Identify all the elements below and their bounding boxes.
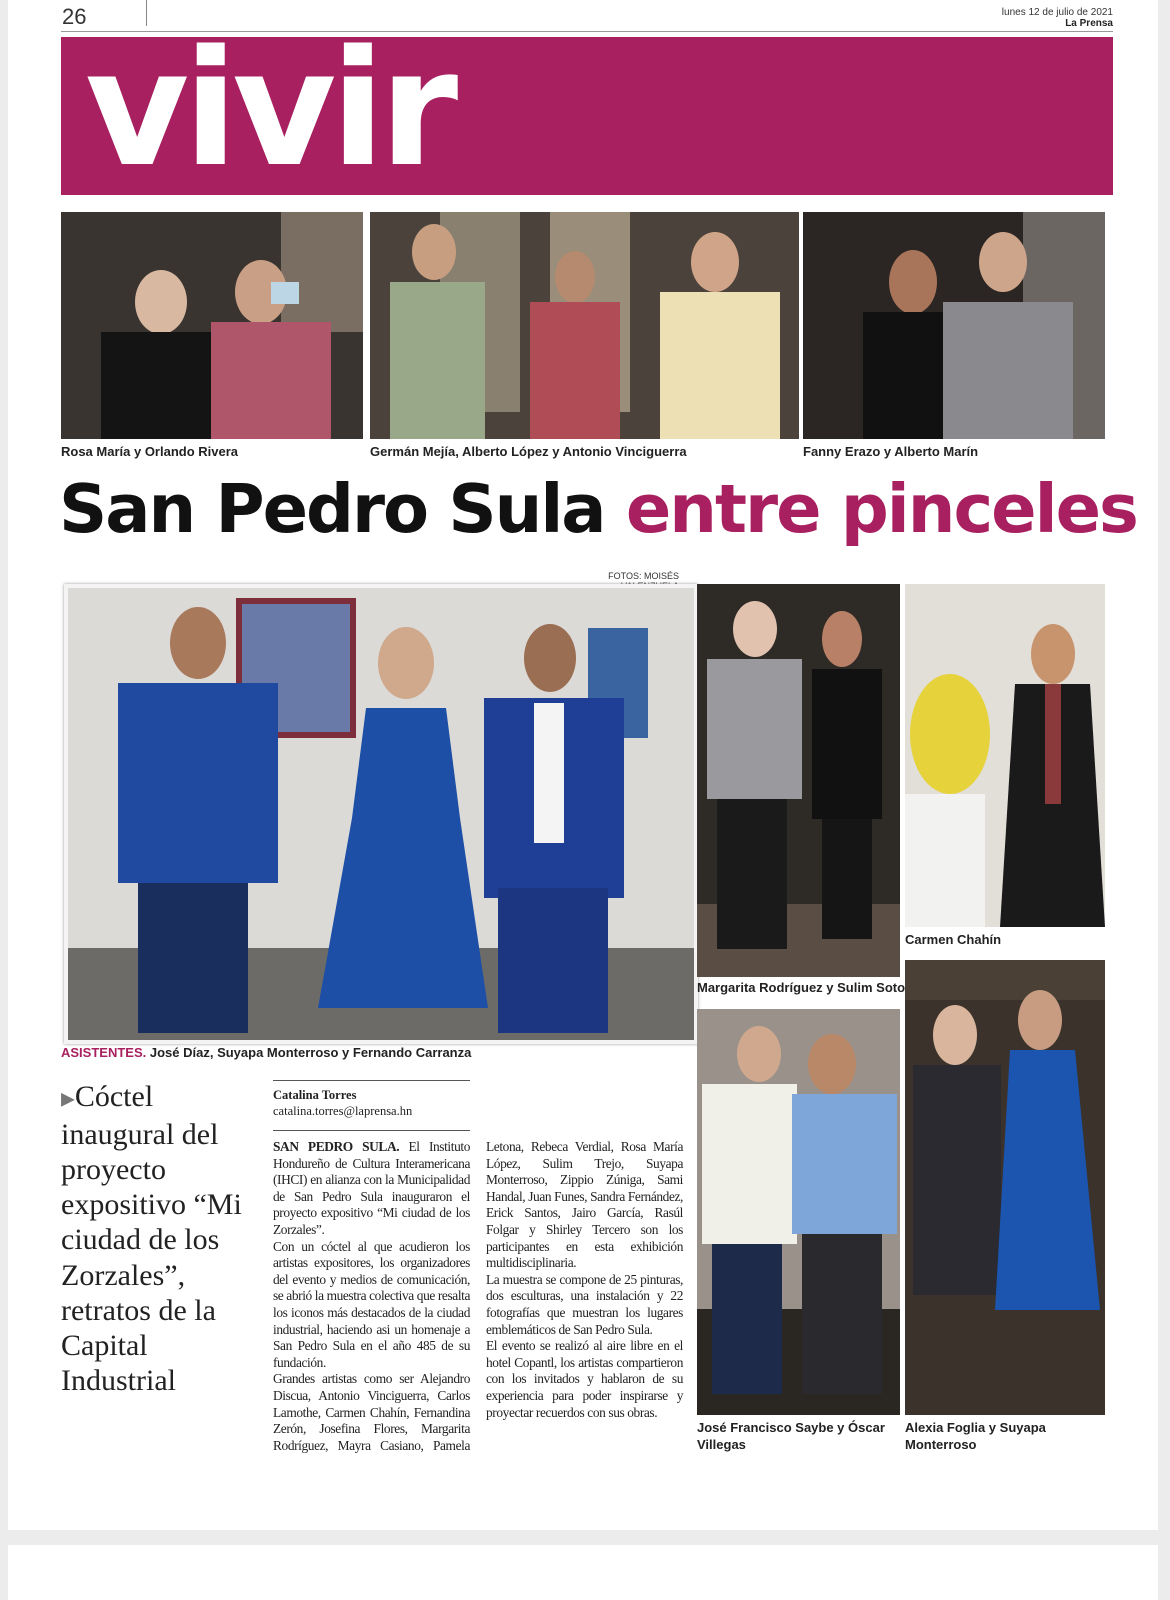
newspaper-page [8, 0, 1158, 1530]
main-caption-label: ASISTENTES. [61, 1045, 147, 1060]
photo-rosa-orlando [61, 212, 363, 439]
photo-carmen [905, 584, 1105, 927]
headline [59, 463, 1137, 555]
main-photo-asistentes [64, 584, 698, 1044]
article-body [273, 1139, 683, 1457]
photo-fanny-alberto [803, 212, 1105, 439]
headline-part1: San Pedro Sula [59, 470, 605, 548]
issue-date: lunes 12 de julio de 2021 [1001, 7, 1113, 18]
subhead [61, 1079, 261, 1398]
article-dateline: SAN PEDRO SULA. [273, 1139, 400, 1154]
article-paragraph: Grandes artistas como ser Alejandro Discua, Antonio Vinciguerra, Carlos Lamothe, Carmen Chahín, Fernandina Zerón, Josefina Flores, Margarita Rodríguez, Mayra Casiano, Pamela Letona, Rebeca Verdial, Rosa María López, Sulim Trejo, Suyapa Monterroso, Zippio Zúniga, Sami Handal, Juan Funes, Sandra Fernández, Erick Santos, Jairo García, Rasúl Folgar y Shirley Tercero son los participantes en esta exhibición multidisciplinaria. [273, 1139, 683, 1453]
caption-fanny-alberto: Fanny Erazo y Alberto Marín [803, 444, 979, 459]
article-paragraph: Con un cóctel al que acudieron los artistas expositores, los organizadores del evento y medios de comunicación, se abrió la muestra colectiva que resalta los iconos más destacados de la ciudad industrial, haciendo asi un homenaje a San Pedro Sula en el año 485 de su fundación. [273, 1238, 471, 1370]
article-paragraph: El evento se realizó al aire libre en el hotel Copantl, los artistas compartieron con los invitados y hablaron de su experiencia para poder inspirarse y proyectar recuerdos con sus obras. [486, 1338, 683, 1420]
subhead-text: Cóctel inaugural del proyecto expositivo “Mi ciudad de los Zorzales”, retratos de la Capital Industrial [61, 1080, 242, 1398]
caption-german-alberto-antonio: Germán Mejía, Alberto López y Antonio Vinciguerra [370, 444, 687, 459]
main-caption-names: José Díaz, Suyapa Monterroso y Fernando Carranza [149, 1045, 472, 1060]
byline-email[interactable]: catalina.torres@laprensa.hn [273, 1104, 413, 1118]
photo-german-alberto-antonio [370, 212, 799, 439]
section-title: vivir [85, 15, 453, 202]
article-paragraph: SAN PEDRO SULA. El Instituto Hondureño de Cultura Interamericana (IHCI) en alianza con la Municipalidad de San Pedro Sula inauguraron el proyecto expositivo “Mi ciudad de los Zorzales”. [273, 1139, 470, 1237]
page-number: 26 [62, 4, 87, 29]
caption-rosa-orlando: Rosa María y Orlando Rivera [61, 444, 239, 459]
caption-margarita-sulim: Margarita Rodríguez y Sulim Soto [697, 980, 906, 995]
subhead-arrow-icon: ▶ [61, 1088, 75, 1109]
caption-jose-oscar: José Francisco Saybe y Óscar Villegas [697, 1420, 885, 1452]
publication-name: La Prensa [1065, 18, 1113, 29]
byline-author: Catalina Torres [273, 1088, 357, 1102]
next-page-strip [8, 1545, 1158, 1600]
headline-part2: entre pinceles [625, 470, 1137, 548]
main-caption [61, 1045, 471, 1060]
photo-jose-oscar [697, 1009, 900, 1415]
caption-alexia-suyapa: Alexia Foglia y Suyapa Monterroso [905, 1420, 1046, 1452]
caption-carmen: Carmen Chahín [905, 932, 1002, 947]
photo-margarita-sulim [697, 584, 900, 977]
byline-rule-top [273, 1080, 470, 1081]
photo-alexia-suyapa [905, 960, 1105, 1415]
byline-rule-bottom [273, 1130, 470, 1131]
photo-credit: FOTOS: MOISÉS [608, 571, 679, 581]
article-paragraph: La muestra se compone de 25 pinturas, dos esculturas, una instalación y 22 fotografías que muestran los lugares emblemáticos de San Pedro Sula. [486, 1271, 683, 1337]
